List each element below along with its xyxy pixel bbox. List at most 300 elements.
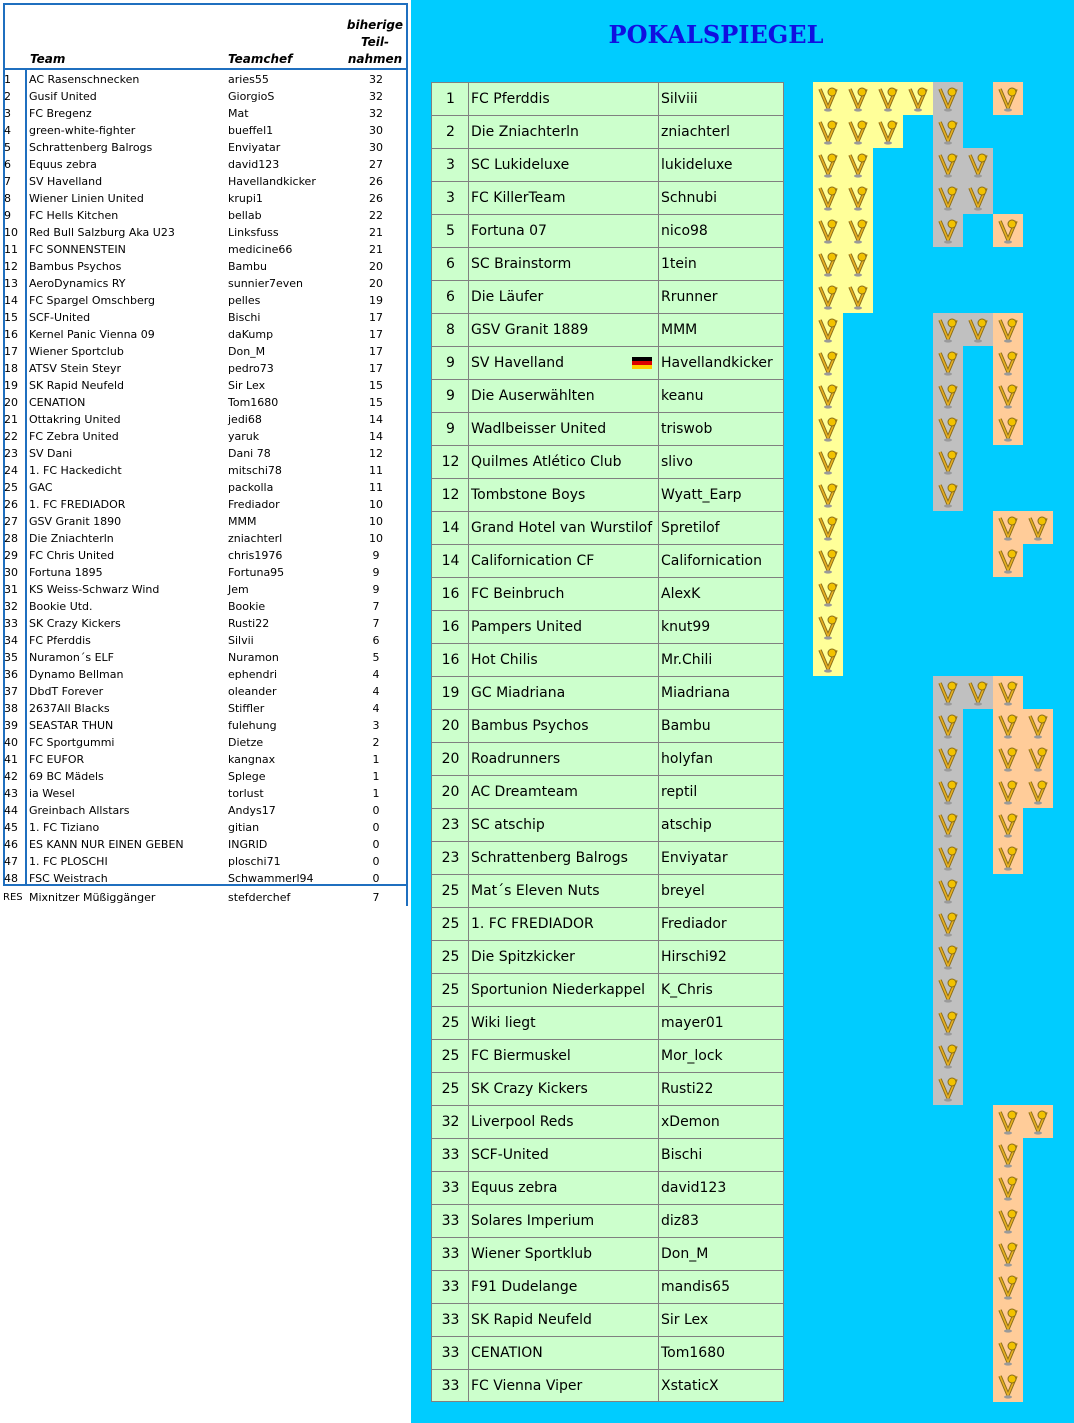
- ranking-team: FC Biermuskel: [471, 1048, 571, 1064]
- ranking-row: [431, 676, 784, 709]
- row-chef: oleander: [228, 685, 277, 698]
- row-number: 21: [4, 413, 18, 426]
- ranking-chef: zniachterl: [661, 124, 731, 140]
- participation-row: [0, 394, 411, 411]
- row-chef: Jem: [228, 583, 249, 596]
- header-participations-3: nahmen: [347, 52, 403, 66]
- row-chef: Fortuna95: [228, 566, 285, 579]
- bronze-cup-icon: [993, 379, 1023, 412]
- participation-row: [0, 411, 411, 428]
- row-chef: Frediador: [228, 498, 280, 511]
- row-number: 22: [4, 430, 18, 443]
- participation-row: [0, 615, 411, 632]
- gold-cup-icon: [873, 115, 903, 148]
- row-participations: 14: [369, 430, 383, 443]
- row-number: 47: [4, 855, 18, 868]
- participation-row: [0, 224, 411, 241]
- row-participations: 6: [372, 634, 380, 647]
- silver-cup-icon: [933, 478, 963, 511]
- row-chef: INGRID: [228, 838, 268, 851]
- row-number: 36: [4, 668, 18, 681]
- ranking-row: [431, 379, 784, 412]
- row-number: 40: [4, 736, 18, 749]
- ranking-row: [431, 1204, 784, 1237]
- column-divider: [658, 809, 659, 841]
- row-team: FC Bregenz: [29, 107, 92, 120]
- header-participations-2: Teil-: [361, 35, 389, 49]
- row-number: 42: [4, 770, 18, 783]
- ranking-row: [431, 1171, 784, 1204]
- column-divider: [658, 215, 659, 247]
- row-team: SEASTAR THUN: [29, 719, 114, 732]
- ranking-row: [431, 1336, 784, 1369]
- ranking-row: [431, 478, 784, 511]
- ranking-row: [431, 247, 784, 280]
- ranking-row: [431, 181, 784, 214]
- row-number: 24: [4, 464, 18, 477]
- participation-row: [0, 513, 411, 530]
- row-number: 48: [4, 872, 18, 885]
- column-divider: [658, 842, 659, 874]
- ranking-position: 25: [441, 916, 460, 932]
- ranking-row: [431, 1369, 784, 1402]
- row-participations: 32: [369, 107, 383, 120]
- row-chef: kangnax: [228, 753, 276, 766]
- row-participations: 11: [369, 464, 383, 477]
- row-participations: 1: [372, 753, 380, 766]
- row-number: 1: [4, 73, 11, 86]
- ranking-team: Liverpool Reds: [471, 1114, 574, 1130]
- ranking-row: [431, 1072, 784, 1105]
- row-participations: 10: [369, 532, 383, 545]
- silver-cup-icon: [933, 346, 963, 379]
- row-team: Greinbach Allstars: [29, 804, 130, 817]
- row-chef: packolla: [228, 481, 274, 494]
- reserve-label: RES: [3, 892, 23, 903]
- row-team: Die Zniachterln: [29, 532, 114, 545]
- row-team: 69 BC Mädels: [29, 770, 104, 783]
- ranking-chef: Miadriana: [661, 685, 731, 701]
- ranking-team: SC atschip: [471, 817, 545, 833]
- row-participations: 4: [372, 702, 380, 715]
- row-participations: 10: [369, 498, 383, 511]
- row-chef: Silvii: [228, 634, 254, 647]
- ranking-team: Bambus Psychos: [471, 718, 589, 734]
- row-number: 33: [4, 617, 18, 630]
- participation-row: [0, 598, 411, 615]
- row-chef: fulehung: [228, 719, 277, 732]
- row-chef: Stiffler: [228, 702, 265, 715]
- column-divider: [658, 83, 659, 115]
- participation-row: [0, 445, 411, 462]
- ranking-team: SV Havelland: [471, 355, 565, 371]
- participation-row: [0, 241, 411, 258]
- ranking-chef: Rusti22: [661, 1081, 714, 1097]
- ranking-team: AC Dreamteam: [471, 784, 578, 800]
- silver-cup-icon: [933, 379, 963, 412]
- row-team: AeroDynamics RY: [29, 277, 126, 290]
- header-participations-1: biherige: [346, 18, 404, 32]
- row-chef: bellab: [228, 209, 262, 222]
- row-chef: GiorgioS: [228, 90, 275, 103]
- ranking-team: Wiener Sportklub: [471, 1246, 593, 1262]
- row-number: 29: [4, 549, 18, 562]
- ranking-team: FC Pferddis: [471, 91, 550, 107]
- row-team: KS Weiss-Schwarz Wind: [29, 583, 160, 596]
- row-number: 43: [4, 787, 18, 800]
- row-number: 23: [4, 447, 18, 460]
- ranking-row: [431, 544, 784, 577]
- ranking-chef: Enviyatar: [661, 850, 728, 866]
- row-participations: 7: [372, 617, 380, 630]
- bronze-cup-icon: [993, 775, 1023, 808]
- bronze-cup-icon: [993, 841, 1023, 874]
- row-team: FC Sportgummi: [29, 736, 115, 749]
- participation-row: [0, 156, 411, 173]
- row-chef: ploschi71: [228, 855, 281, 868]
- silver-cup-icon: [933, 313, 963, 346]
- silver-cup-icon: [933, 214, 963, 247]
- bronze-cup-icon: [993, 1171, 1023, 1204]
- ranking-row: [431, 907, 784, 940]
- column-divider: [658, 512, 659, 544]
- column-divider: [658, 1304, 659, 1336]
- column-divider: [658, 1172, 659, 1204]
- ranking-chef: xDemon: [661, 1114, 720, 1130]
- ranking-chef: Mor_lock: [661, 1048, 723, 1064]
- row-chef: Mat: [228, 107, 249, 120]
- column-divider: [658, 1370, 659, 1401]
- gold-cup-icon: [813, 115, 843, 148]
- ranking-row: [431, 841, 784, 874]
- row-chef: chris1976: [228, 549, 283, 562]
- gold-cup-icon: [813, 445, 843, 478]
- column-divider: [658, 743, 659, 775]
- participation-row: [0, 207, 411, 224]
- ranking-row: [431, 148, 784, 181]
- row-number: 26: [4, 498, 18, 511]
- row-participations: 4: [372, 685, 380, 698]
- ranking-row: [431, 643, 784, 676]
- ranking-position: 23: [441, 817, 460, 833]
- ranking-row: [431, 1237, 784, 1270]
- row-participations: 21: [369, 243, 383, 256]
- participation-row: [0, 700, 411, 717]
- row-chef: Bambu: [228, 260, 267, 273]
- row-participations: 17: [369, 362, 383, 375]
- ranking-chef: holyfan: [661, 751, 713, 767]
- row-participations: 7: [372, 600, 380, 613]
- row-team: 1. FC FREDIADOR: [29, 498, 126, 511]
- ranking-row: [431, 412, 784, 445]
- row-team: GSV Granit 1890: [29, 515, 122, 528]
- column-divider: [658, 875, 659, 907]
- ranking-chef: diz83: [661, 1213, 699, 1229]
- ranking-team: Wiki liegt: [471, 1015, 536, 1031]
- ranking-chef: Mr.Chili: [661, 652, 713, 668]
- row-number: 44: [4, 804, 18, 817]
- silver-cup-icon: [963, 181, 993, 214]
- row-participations: 32: [369, 73, 383, 86]
- gold-cup-icon: [843, 148, 873, 181]
- participation-row: [0, 496, 411, 513]
- ranking-chef: XstaticX: [661, 1378, 719, 1394]
- ranking-team: Wadlbeisser United: [471, 421, 607, 437]
- ranking-chef: keanu: [661, 388, 704, 404]
- participation-row: [0, 683, 411, 700]
- ranking-row: [431, 973, 784, 1006]
- bronze-cup-icon: [993, 544, 1023, 577]
- row-team: 1. FC PLOSCHI: [29, 855, 108, 868]
- ranking-team: FC Beinbruch: [471, 586, 565, 602]
- ranking-team: SC Lukideluxe: [471, 157, 570, 173]
- row-participations: 5: [372, 651, 380, 664]
- ranking-position: 20: [441, 784, 460, 800]
- row-chef: Linksfuss: [228, 226, 279, 239]
- row-participations: 9: [372, 583, 380, 596]
- ranking-chef: Silviii: [661, 91, 698, 107]
- reserve-chef: stefderchef: [228, 891, 291, 904]
- ranking-team: Hot Chilis: [471, 652, 538, 668]
- silver-cup-icon: [933, 115, 963, 148]
- row-participations: 30: [369, 141, 383, 154]
- ranking-team: CENATION: [471, 1345, 543, 1361]
- row-team: Fortuna 1895: [29, 566, 103, 579]
- row-number: 2: [4, 90, 11, 103]
- row-team: ES KANN NUR EINEN GEBEN: [29, 838, 184, 851]
- gold-cup-icon: [903, 82, 933, 115]
- ranking-team: Quilmes Atlético Club: [471, 454, 622, 470]
- row-participations: 2: [372, 736, 380, 749]
- ranking-team: FC Vienna Viper: [471, 1378, 583, 1394]
- column-divider: [658, 149, 659, 181]
- ranking-position: 20: [441, 751, 460, 767]
- row-participations: 0: [372, 872, 380, 885]
- reserve-participations: 7: [372, 891, 380, 904]
- row-team: Nuramon´s ELF: [29, 651, 115, 664]
- row-participations: 10: [369, 515, 383, 528]
- participation-row: [0, 343, 411, 360]
- ranking-position: 12: [441, 487, 460, 503]
- germany-flag-icon: [632, 357, 652, 369]
- row-chef: Nuramon: [228, 651, 279, 664]
- row-chef: Havellandkicker: [228, 175, 316, 188]
- participation-row: [0, 309, 411, 326]
- row-participations: 14: [369, 413, 383, 426]
- ranking-team: Tombstone Boys: [471, 487, 586, 503]
- row-participations: 0: [372, 804, 380, 817]
- row-participations: 17: [369, 311, 383, 324]
- row-team: FC Zebra United: [29, 430, 119, 443]
- row-participations: 9: [372, 549, 380, 562]
- column-divider: [658, 1007, 659, 1039]
- ranking-row: [431, 1006, 784, 1039]
- ranking-team: Die Zniachterln: [471, 124, 579, 140]
- row-team: 1. FC Hackedicht: [29, 464, 122, 477]
- ranking-position: 25: [441, 883, 460, 899]
- ranking-chef: nico98: [661, 223, 708, 239]
- ranking-position: 19: [441, 685, 460, 701]
- row-number: 45: [4, 821, 18, 834]
- ranking-position: 33: [441, 1213, 460, 1229]
- row-number: 19: [4, 379, 18, 392]
- column-divider: [658, 314, 659, 346]
- ranking-position: 14: [441, 553, 460, 569]
- row-chef: Schwammerl94: [228, 872, 314, 885]
- row-chef: Don_M: [228, 345, 266, 358]
- ranking-position: 16: [441, 619, 460, 635]
- ranking-row: [431, 1105, 784, 1138]
- ranking-team: SC Brainstorm: [471, 256, 572, 272]
- column-divider: [658, 611, 659, 643]
- bronze-cup-icon: [993, 676, 1023, 709]
- column-divider: [658, 413, 659, 445]
- ranking-team: Schrattenberg Balrogs: [471, 850, 628, 866]
- bronze-cup-icon: [1023, 511, 1053, 544]
- row-chef: MMM: [228, 515, 257, 528]
- gold-cup-icon: [813, 313, 843, 346]
- row-chef: Bischi: [228, 311, 261, 324]
- row-chef: sunnier7even: [228, 277, 304, 290]
- silver-cup-icon: [963, 313, 993, 346]
- ranking-chef: K_Chris: [661, 982, 713, 998]
- ranking-position: 6: [446, 289, 455, 305]
- silver-cup-icon: [933, 1039, 963, 1072]
- silver-cup-icon: [933, 808, 963, 841]
- row-participations: 1: [372, 770, 380, 783]
- row-participations: 3: [372, 719, 380, 732]
- bronze-cup-icon: [993, 511, 1023, 544]
- ranking-position: 33: [441, 1378, 460, 1394]
- reserve-team: Mixnitzer Müßiggänger: [29, 891, 156, 904]
- row-number: 41: [4, 753, 18, 766]
- row-participations: 0: [372, 838, 380, 851]
- column-divider: [658, 1205, 659, 1237]
- column-divider: [658, 578, 659, 610]
- gold-cup-icon: [843, 82, 873, 115]
- participation-row: [0, 292, 411, 309]
- row-number: 13: [4, 277, 18, 290]
- row-team: SCF-United: [29, 311, 91, 324]
- gold-cup-icon: [813, 577, 843, 610]
- ranking-position: 32: [441, 1114, 460, 1130]
- ranking-position: 33: [441, 1246, 460, 1262]
- row-number: 7: [4, 175, 11, 188]
- ranking-team: Solares Imperium: [471, 1213, 595, 1229]
- ranking-row: [431, 214, 784, 247]
- ranking-row: [431, 346, 784, 379]
- gold-cup-icon: [813, 181, 843, 214]
- ranking-team: Californication CF: [471, 553, 595, 569]
- row-number: 35: [4, 651, 18, 664]
- ranking-position: 3: [446, 190, 455, 206]
- silver-cup-icon: [933, 742, 963, 775]
- ranking-chef: atschip: [661, 817, 712, 833]
- ranking-row: [431, 1270, 784, 1303]
- participation-row: [0, 88, 411, 105]
- row-chef: yaruk: [228, 430, 260, 443]
- row-number: 37: [4, 685, 18, 698]
- column-divider: [658, 248, 659, 280]
- row-team: Bookie Utd.: [29, 600, 93, 613]
- row-participations: 11: [369, 481, 383, 494]
- row-number: 6: [4, 158, 11, 171]
- column-divider: [658, 908, 659, 940]
- row-team: ia Wesel: [29, 787, 75, 800]
- ranking-position: 2: [446, 124, 455, 140]
- ranking-row: [431, 808, 784, 841]
- participation-row: [0, 428, 411, 445]
- row-team: green-white-fighter: [29, 124, 136, 137]
- row-participations: 17: [369, 345, 383, 358]
- participation-row: [0, 717, 411, 734]
- column-divider: [658, 1238, 659, 1270]
- reserve-row: [0, 889, 411, 906]
- ranking-team: Pampers United: [471, 619, 583, 635]
- row-number: 27: [4, 515, 18, 528]
- participation-row: [0, 326, 411, 343]
- participation-row: [0, 666, 411, 683]
- column-divider: [658, 710, 659, 742]
- participation-row: [0, 819, 411, 836]
- ranking-chef: Hirschi92: [661, 949, 727, 965]
- silver-cup-icon: [933, 907, 963, 940]
- gold-cup-icon: [843, 115, 873, 148]
- participation-row: [0, 275, 411, 292]
- gold-cup-icon: [813, 247, 843, 280]
- column-divider: [658, 1271, 659, 1303]
- row-team: FC EUFOR: [29, 753, 85, 766]
- column-divider: [658, 1040, 659, 1072]
- ranking-team: 1. FC FREDIADOR: [471, 916, 594, 932]
- row-team: 2637All Blacks: [29, 702, 110, 715]
- row-team: Wiener Sportclub: [29, 345, 124, 358]
- silver-cup-icon: [933, 874, 963, 907]
- row-team: Ottakring United: [29, 413, 121, 426]
- bronze-cup-icon: [993, 313, 1023, 346]
- gold-cup-icon: [813, 643, 843, 676]
- ranking-position: 25: [441, 1048, 460, 1064]
- column-divider: [658, 116, 659, 148]
- ranking-chef: Havellandkicker: [661, 355, 773, 371]
- ranking-team: Mat´s Eleven Nuts: [471, 883, 600, 899]
- row-chef: Enviyatar: [228, 141, 281, 154]
- bronze-cup-icon: [993, 1303, 1023, 1336]
- ranking-position: 8: [446, 322, 455, 338]
- ranking-chef: 1tein: [661, 256, 697, 272]
- row-team: SK Crazy Kickers: [29, 617, 121, 630]
- silver-cup-icon: [933, 181, 963, 214]
- ranking-position: 16: [441, 586, 460, 602]
- gold-cup-icon: [813, 280, 843, 313]
- bronze-cup-icon: [993, 1204, 1023, 1237]
- row-participations: 27: [369, 158, 383, 171]
- participation-row: [0, 190, 411, 207]
- ranking-position: 9: [446, 421, 455, 437]
- ranking-row: [431, 82, 784, 115]
- row-team: Gusif United: [29, 90, 97, 103]
- silver-cup-icon: [933, 973, 963, 1006]
- ranking-chef: AlexK: [661, 586, 701, 602]
- column-divider: [658, 974, 659, 1006]
- row-number: 9: [4, 209, 11, 222]
- ranking-row: [431, 1303, 784, 1336]
- participation-row: [0, 768, 411, 785]
- ranking-row: [431, 445, 784, 478]
- ranking-position: 20: [441, 718, 460, 734]
- ranking-chef: Spretilof: [661, 520, 720, 536]
- column-divider: [658, 281, 659, 313]
